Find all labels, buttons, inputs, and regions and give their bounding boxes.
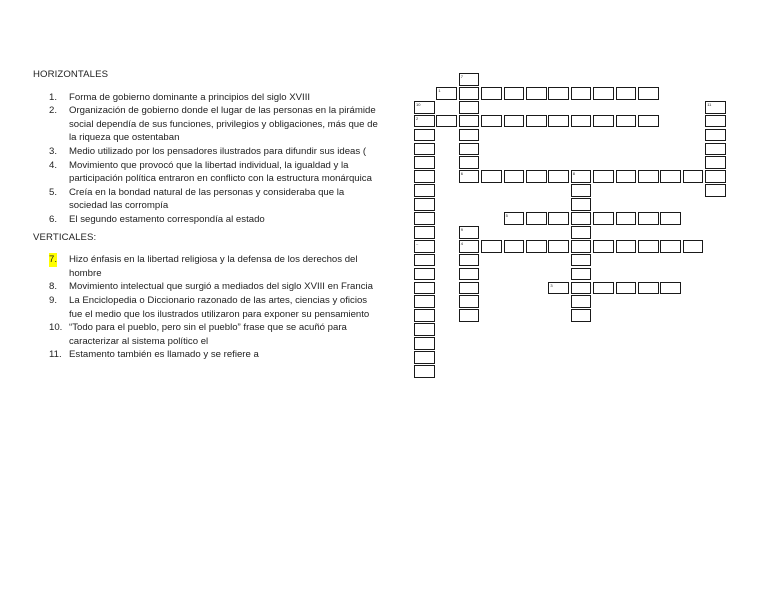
clue-text: Forma de gobierno dominante a principios del siglo XVIII: [69, 91, 311, 103]
crossword-cell[interactable]: [414, 240, 435, 253]
crossword-cell[interactable]: [459, 226, 480, 239]
crossword-cell[interactable]: [660, 282, 681, 295]
crossword-cell[interactable]: [504, 87, 525, 100]
cell-number: 3: [550, 282, 553, 288]
crossword-cell[interactable]: [459, 87, 480, 100]
crossword-cell[interactable]: [683, 240, 704, 253]
cell-number: 2: [416, 115, 419, 121]
clue-number: 10.: [49, 322, 63, 334]
crossword-cell[interactable]: [459, 240, 480, 253]
crossword-cell[interactable]: [414, 282, 435, 295]
cell-number: –: [416, 240, 419, 246]
crossword-cell[interactable]: [526, 212, 547, 225]
crossword-cell[interactable]: [414, 143, 435, 156]
crossword-cell[interactable]: [414, 212, 435, 225]
clue-number: 4.: [49, 159, 58, 171]
crossword-cell[interactable]: [481, 115, 502, 128]
crossword-cell[interactable]: [548, 170, 569, 183]
clue-text: Movimiento que provocó que la libertad individual, la igualdad y la participación política entraron en conflicto con la estructura monárquica: [69, 159, 372, 185]
clue-text: “Todo para el pueblo, pero sin el pueblo” frase que se acuñó para caracterizar al sistema político el: [69, 322, 347, 347]
crossword-cell[interactable]: [414, 115, 435, 128]
crossword-cell[interactable]: [459, 282, 480, 295]
verticales-heading: VERTICALES:: [33, 231, 97, 243]
crossword-cell[interactable]: [414, 268, 435, 281]
crossword-cell[interactable]: [459, 156, 480, 169]
crossword-cell[interactable]: [571, 295, 592, 308]
crossword-cell[interactable]: [616, 170, 637, 183]
crossword-cell[interactable]: [504, 212, 525, 225]
crossword-cell[interactable]: [459, 143, 480, 156]
crossword-cell[interactable]: [548, 212, 569, 225]
crossword-cell[interactable]: [593, 212, 614, 225]
clue-text: Medio utilizado por los pensadores ilustrados para difundir sus ideas (: [69, 145, 367, 157]
crossword-cell[interactable]: [459, 170, 480, 183]
crossword-cell[interactable]: [414, 323, 435, 336]
crossword-cell[interactable]: [638, 282, 659, 295]
cell-number: 8: [572, 171, 576, 177]
crossword-cell[interactable]: [504, 170, 525, 183]
crossword-cell[interactable]: [414, 170, 435, 183]
crossword-cell[interactable]: [459, 73, 480, 86]
crossword-cell[interactable]: [459, 254, 480, 267]
clue-number: 11.: [49, 349, 62, 361]
crossword-cell[interactable]: [638, 170, 659, 183]
crossword-cell[interactable]: [593, 115, 614, 128]
crossword-cell[interactable]: [571, 309, 592, 322]
crossword-cell[interactable]: [459, 268, 480, 281]
crossword-cell[interactable]: [414, 295, 435, 308]
crossword-cell[interactable]: [414, 129, 435, 142]
crossword-cell[interactable]: [638, 212, 659, 225]
crossword-cell[interactable]: [593, 282, 614, 295]
crossword-cell[interactable]: [414, 254, 435, 267]
horizontales-heading: HORIZONTALES: [33, 69, 109, 80]
clue-number: 2.: [49, 105, 58, 117]
crossword-cell[interactable]: [571, 226, 592, 239]
crossword-cell[interactable]: [616, 212, 637, 225]
crossword-cell[interactable]: [571, 240, 592, 253]
crossword-cell[interactable]: [638, 115, 659, 128]
clue-text: Organización de gobierno donde el lugar de las personas en la pirámide social dependía de sus funciones, privilegios y obligaciones, más que de la riqueza que ostentaban: [69, 105, 378, 144]
crossword-cell[interactable]: [481, 240, 502, 253]
cell-number: 4: [460, 240, 464, 246]
crossword-cell[interactable]: [571, 212, 592, 225]
crossword-cell[interactable]: [548, 282, 569, 295]
crossword-cell[interactable]: [705, 129, 726, 142]
clue-number: 8.: [49, 281, 58, 293]
crossword-cell[interactable]: [571, 115, 592, 128]
crossword-cell[interactable]: [548, 115, 569, 128]
crossword-cell[interactable]: [504, 115, 525, 128]
crossword-cell[interactable]: [548, 240, 569, 253]
clue-text: Creía en la bondad natural de las personas y consideraba que la sociedad las corrompía: [69, 186, 345, 212]
crossword-cell[interactable]: [548, 87, 569, 100]
crossword-cell[interactable]: [571, 184, 592, 197]
cell-number: 10: [416, 101, 421, 107]
crossword-cell[interactable]: [571, 254, 592, 267]
crossword-cell[interactable]: [705, 156, 726, 169]
crossword-cell[interactable]: [593, 240, 614, 253]
cell-number: 7: [460, 74, 464, 79]
cell-number: 1: [438, 87, 441, 93]
crossword-cell[interactable]: [436, 115, 457, 128]
crossword-cell[interactable]: [414, 101, 435, 114]
crossword-cell[interactable]: [660, 240, 681, 253]
crossword-cell[interactable]: [571, 282, 592, 295]
crossword-cell[interactable]: [705, 143, 726, 156]
crossword-cell[interactable]: [571, 87, 592, 100]
crossword-cell[interactable]: [459, 129, 480, 142]
clue-number: 1.: [49, 91, 58, 103]
clue-number: 5.: [49, 186, 58, 198]
crossword-cell[interactable]: [571, 198, 592, 211]
crossword-cell[interactable]: [414, 337, 435, 350]
crossword-cell[interactable]: [593, 87, 614, 100]
crossword-cell[interactable]: [660, 212, 681, 225]
crossword-cell[interactable]: [459, 101, 480, 114]
clue-text: La Enciclopedia o Diccionario razonado de las artes, ciencias y oficios fue el medio que los ilustrados utilizaron para exponer su pensamiento: [69, 294, 370, 320]
crossword-cell[interactable]: [459, 309, 480, 322]
clue-number: 6.: [49, 213, 58, 225]
cell-number: 5: [505, 213, 508, 218]
cell-number: 9: [460, 226, 464, 232]
crossword-cell[interactable]: [616, 282, 637, 295]
crossword-cell[interactable]: [616, 240, 637, 253]
crossword-cell[interactable]: [459, 295, 480, 308]
crossword-cell[interactable]: [571, 170, 592, 183]
clue-text: El segundo estamento correspondía al estado: [69, 213, 265, 225]
crossword-cell[interactable]: [459, 115, 480, 128]
crossword-cell[interactable]: [616, 115, 637, 128]
crossword-cell[interactable]: [616, 87, 637, 100]
crossword-cell[interactable]: [526, 240, 547, 253]
clue-text: Estamento también es llamado y se refiere a: [69, 349, 259, 361]
cell-number: 11: [707, 101, 712, 107]
clue-text: Hizo énfasis en la libertad religiosa y la defensa de los derechos del hombre: [69, 254, 358, 279]
clue-text: Movimiento intelectual que surgió a mediados del siglo XVIII en Francia: [69, 281, 373, 293]
crossword-cell[interactable]: [414, 226, 435, 239]
crossword-cell[interactable]: [414, 365, 435, 378]
crossword-cell[interactable]: [481, 87, 502, 100]
crossword-cell[interactable]: [638, 240, 659, 253]
clue-number: 9.: [49, 294, 58, 306]
crossword-cell[interactable]: [526, 170, 547, 183]
crossword-cell[interactable]: [414, 156, 435, 169]
crossword-cell[interactable]: [571, 268, 592, 281]
crossword-cell[interactable]: [504, 240, 525, 253]
cell-number: 6: [460, 171, 464, 177]
crossword-cell[interactable]: [414, 184, 435, 197]
crossword-cell[interactable]: [414, 198, 435, 211]
clue-number-highlighted: 7.: [49, 254, 58, 266]
crossword-cell[interactable]: [593, 170, 614, 183]
crossword-cell[interactable]: [705, 115, 726, 128]
crossword-cell[interactable]: [481, 170, 502, 183]
crossword-cell[interactable]: [705, 170, 726, 183]
crossword-cell[interactable]: [414, 351, 435, 364]
crossword-cell[interactable]: [705, 184, 726, 197]
crossword-cell[interactable]: [526, 115, 547, 128]
crossword-cell[interactable]: [436, 87, 457, 100]
clue-number: 3.: [49, 145, 58, 157]
crossword-cell[interactable]: [638, 87, 659, 100]
crossword-cell[interactable]: [660, 170, 681, 183]
crossword-cell[interactable]: [705, 101, 726, 114]
crossword-cell[interactable]: [414, 309, 435, 322]
crossword-cell[interactable]: [526, 87, 547, 100]
crossword-cell[interactable]: [683, 170, 704, 183]
